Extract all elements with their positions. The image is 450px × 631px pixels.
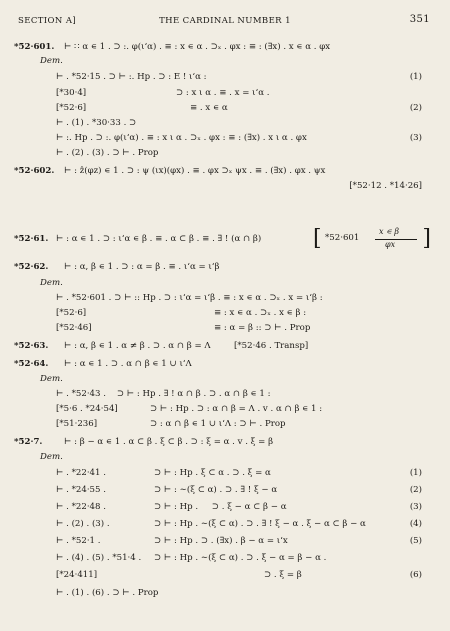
citation: [*52·46 . Transp] — [234, 341, 309, 351]
proof-line: ⊃ ⊢ : Hp . ξ ⊂ α . ⊃ . ξ = α — [154, 468, 271, 478]
proof-step-ref: [*24·411] — [56, 570, 98, 580]
proof-reference: [*52·6] — [56, 103, 87, 113]
proof-step-ref: ⊢ . *24·55 . — [56, 485, 106, 495]
proof-reference: [*30·4] — [56, 88, 87, 98]
proof-step-ref: ⊢ . *52·1 . — [56, 536, 101, 546]
proof-line: ⊃ ⊢ : Hp . ⊃ . (∃x) . β − α = ι‘x — [154, 536, 288, 546]
fraction-numerator: x ∊ β — [379, 227, 399, 236]
proposition-number: *52·7. — [14, 437, 43, 447]
proof-line: ⊃ : α ∩ β ∊ 1 ∪ ι‘Λ : ⊃ ⊢ . Prop — [150, 419, 286, 429]
equation-number: (3) — [409, 133, 422, 143]
proposition-statement: ⊢ : α ∊ 1 . ⊃ . α ∩ β ∊ 1 ∪ ι‘Λ — [64, 359, 192, 369]
proof-conclusion: ⊢ . (1) . (6) . ⊃ ⊢ . Prop — [56, 588, 159, 598]
equation-number: (6) — [409, 570, 422, 580]
proposition-statement: ⊢ : α ∊ 1 . ⊃ : ι‘α ∊ β . ≡ . α ⊂ β . ≡ . ∃ ! (α ∩ β) — [56, 234, 262, 244]
proof-line: ≡ . x ∊ α — [190, 103, 228, 113]
proposition-statement: ⊢ ∷ α ∊ 1 . ⊃ :. φ(ι‘α) . ≡ : x ∊ α . ⊃ₓ . φx : ≡ : (∃x) . x ∊ α . φx — [64, 42, 331, 52]
proof-line: ⊢ . (2) . (3) . ⊃ ⊢ . Prop — [56, 148, 159, 158]
proposition-number: *52·601. — [14, 42, 55, 52]
fraction-denominator: φx — [385, 240, 396, 249]
substitution-citation — [313, 226, 431, 252]
dem-label: Dem. — [40, 452, 63, 462]
proof-line: ⊢ :. Hp . ⊃ :. φ(ι‘α) . ≡ : x ι α . ⊃ₓ . φx : ≡ : (∃x) . x ι α . φx — [56, 133, 307, 143]
proof-reference: [*52·6] — [56, 308, 87, 318]
equation-number: (4) — [409, 519, 422, 529]
proposition-number: *52·63. — [14, 341, 49, 351]
proposition-number: *52·602. — [14, 166, 55, 176]
equation-number: (2) — [409, 485, 422, 495]
left-bracket: [ — [313, 226, 322, 251]
proof-line: ⊃ . ξ = β — [264, 570, 302, 580]
proof-line: ⊢ . (1) . *30·33 . ⊃ — [56, 118, 137, 128]
running-head-section: SECTION A] — [18, 16, 77, 26]
right-bracket: ] — [422, 226, 431, 251]
citation: [*52·12 . *14·26] — [349, 181, 422, 191]
proposition-statement: ⊢ : α, β ∊ 1 . α ≠ β . ⊃ . α ∩ β = Λ — [64, 341, 211, 351]
proof-reference: [*52·46] — [56, 323, 92, 333]
proof-reference: [*5·6 . *24·54] — [56, 404, 118, 414]
proposition-statement: ⊢ : β − α ∊ 1 . α ⊂ β . ξ ⊂ β . ⊃ : ξ = α . v . ξ = β — [64, 437, 274, 447]
dem-label: Dem. — [40, 374, 63, 384]
equation-number: (5) — [409, 536, 422, 546]
proof-line: ⊢ . *52·43 . ⊃ ⊢ : Hp . ∃ ! α ∩ β . ⊃ . α ∩ β ∊ 1 : — [56, 389, 271, 399]
equation-number: (1) — [409, 72, 422, 82]
running-head-title: THE CARDINAL NUMBER 1 — [159, 16, 291, 26]
proof-step-ref: ⊢ . (2) . (3) . — [56, 519, 110, 529]
proof-line: ⊃ : x ι α . ≡ . x = ι‘α . — [176, 88, 270, 98]
proof-step-ref: ⊢ . (4) . (5) . *51·4 . — [56, 553, 142, 563]
equation-number: (1) — [409, 468, 422, 478]
page-number: 351 — [409, 14, 430, 25]
proposition-statement: ⊢ : α, β ∊ 1 . ⊃ : α = β . ≡ . ι‘α = ι‘β — [64, 262, 220, 272]
proof-line: ≡ : x ∊ α . ⊃ₓ . x ∊ β : — [214, 308, 307, 318]
proof-step-ref: ⊢ . *22·41 . — [56, 468, 106, 478]
proof-line: ⊃ ⊢ : Hp . ∼(ξ ⊂ α) . ⊃ . ∃ ! ξ − α . ξ − α ⊂ β − α — [154, 519, 366, 529]
citation-ref: *52·601 — [325, 233, 360, 243]
dem-label: Dem. — [40, 56, 63, 66]
proof-line: ⊢ . *52·15 . ⊃ ⊢ :. Hp . ⊃ : E ! ι‘α : — [56, 72, 207, 82]
proof-line: ⊃ ⊢ : Hp . ∼(ξ ⊂ α) . ⊃ . ξ − α = β − α . — [154, 553, 327, 563]
dem-label: Dem. — [40, 278, 63, 288]
equation-number: (2) — [409, 103, 422, 113]
proposition-statement: ⊢ : ẑ(φz) ∊ 1 . ⊃ : ψ (ιx)(φx) . ≡ . φx ⊃ₓ ψx . ≡ . (∃x) . φx . ψx — [64, 166, 326, 176]
proposition-number: *52·64. — [14, 359, 49, 369]
proof-line: ≡ : α = β :: ⊃ ⊢ . Prop — [214, 323, 311, 333]
proof-reference: [*51·236] — [56, 419, 98, 429]
proof-line: ⊢ . *52·601 . ⊃ ⊢ :: Hp . ⊃ : ι‘α = ι‘β . ≡ : x ∊ α . ⊃ₓ . x = ι‘β : — [56, 293, 323, 303]
equation-number: (3) — [409, 502, 422, 512]
proof-line: ⊃ ⊢ : Hp . ⊃ : α ∩ β = Λ . v . α ∩ β ∊ 1 : — [150, 404, 323, 414]
proof-step-ref: ⊢ . *22·48 . — [56, 502, 106, 512]
fraction-bar — [375, 239, 417, 240]
proposition-number: *52·61. — [14, 234, 49, 244]
proof-line: ⊃ ⊢ : Hp . ⊃ . ξ − α ⊂ β − α — [154, 502, 287, 512]
proposition-number: *52·62. — [14, 262, 49, 272]
proof-line: ⊃ ⊢ : ∼(ξ ⊂ α) . ⊃ . ∃ ! ξ − α — [154, 485, 278, 495]
